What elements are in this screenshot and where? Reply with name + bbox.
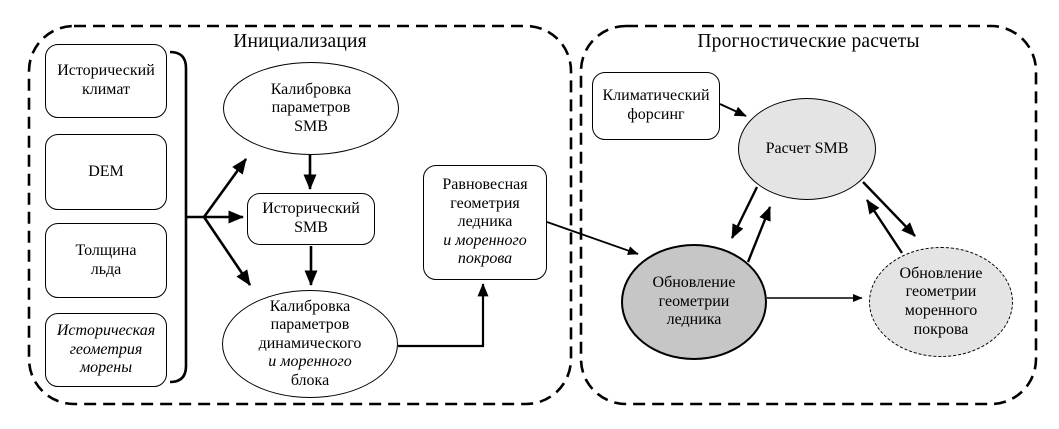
node-line: и моренного bbox=[443, 231, 527, 249]
node-line: Историческая bbox=[56, 322, 156, 340]
inputs-bracket bbox=[170, 52, 186, 382]
node-historical-smb bbox=[247, 193, 375, 245]
node-line: и моренного bbox=[268, 353, 352, 371]
node-line: блока bbox=[290, 371, 330, 389]
node-ice-thickness bbox=[45, 223, 167, 298]
node-line: моренного bbox=[904, 302, 978, 319]
node-historical-moraine-geometry bbox=[45, 313, 167, 387]
arrow-moraine-update-to-smb-calculation bbox=[867, 200, 902, 253]
arrow-inputs-to-dynamic-calibration bbox=[204, 217, 250, 285]
node-smb-calculation bbox=[738, 98, 876, 200]
node-line: Исторический bbox=[262, 200, 360, 218]
node-line: SMB bbox=[294, 117, 328, 135]
node-line: DEM bbox=[88, 162, 124, 180]
node-line: геометрия bbox=[450, 194, 520, 212]
node-line: покрова bbox=[913, 320, 969, 338]
arrow-smb-calculation-to-moraine-update bbox=[863, 182, 915, 236]
node-historical-climate bbox=[45, 44, 167, 118]
node-line: форсинг bbox=[627, 106, 685, 123]
arrow-dynamic-calibration-to-equilibrium bbox=[398, 284, 483, 346]
node-line: SMB bbox=[294, 219, 328, 236]
node-equilibrium-geometry bbox=[423, 165, 547, 280]
node-smb-param-calibration bbox=[223, 62, 399, 155]
node-line: ледника bbox=[457, 213, 513, 231]
node-line: Толщина bbox=[75, 241, 137, 259]
node-line: Калибровка bbox=[269, 297, 351, 315]
node-line: покрова bbox=[457, 250, 513, 268]
arrow-climate-forcing-to-smb-calculation bbox=[720, 104, 746, 116]
panel-title-prognostic: Прогностические расчеты bbox=[697, 31, 920, 52]
node-line: Калибровка bbox=[270, 80, 352, 98]
node-line: параметров bbox=[270, 316, 350, 334]
node-line: геометрии bbox=[905, 283, 977, 301]
node-line: Равновесная bbox=[442, 176, 528, 194]
node-line: морены bbox=[79, 359, 133, 377]
node-line: динамического bbox=[258, 334, 362, 352]
node-line: Обновление bbox=[899, 264, 983, 282]
node-line: климат bbox=[81, 81, 130, 98]
node-line: параметров bbox=[271, 99, 351, 117]
arrow-inputs-to-smb-calibration bbox=[204, 159, 246, 217]
panel-title-initialization: Инициализация bbox=[233, 31, 367, 52]
node-dem bbox=[45, 134, 167, 210]
node-line: ледника bbox=[666, 311, 722, 329]
node-dynamic-moraine-calibration bbox=[222, 290, 398, 398]
node-line: льда bbox=[90, 260, 122, 278]
node-line: геометрии bbox=[658, 292, 730, 310]
node-line: Исторический bbox=[57, 62, 155, 80]
node-glacier-geometry-update bbox=[621, 244, 767, 360]
node-line: Климатический bbox=[602, 87, 710, 105]
arrow-glacier-update-to-smb-calculation bbox=[748, 207, 770, 262]
arrow-smb-calculation-to-glacier-update bbox=[732, 187, 757, 238]
node-moraine-geometry-update bbox=[869, 247, 1013, 357]
node-line: Обновление bbox=[652, 274, 736, 292]
node-climate-forcing bbox=[592, 72, 720, 140]
arrow-equilibrium-to-glacier-update bbox=[547, 222, 638, 254]
node-line: геометрия bbox=[69, 340, 143, 358]
node-line: Расчет SMB bbox=[765, 139, 849, 157]
